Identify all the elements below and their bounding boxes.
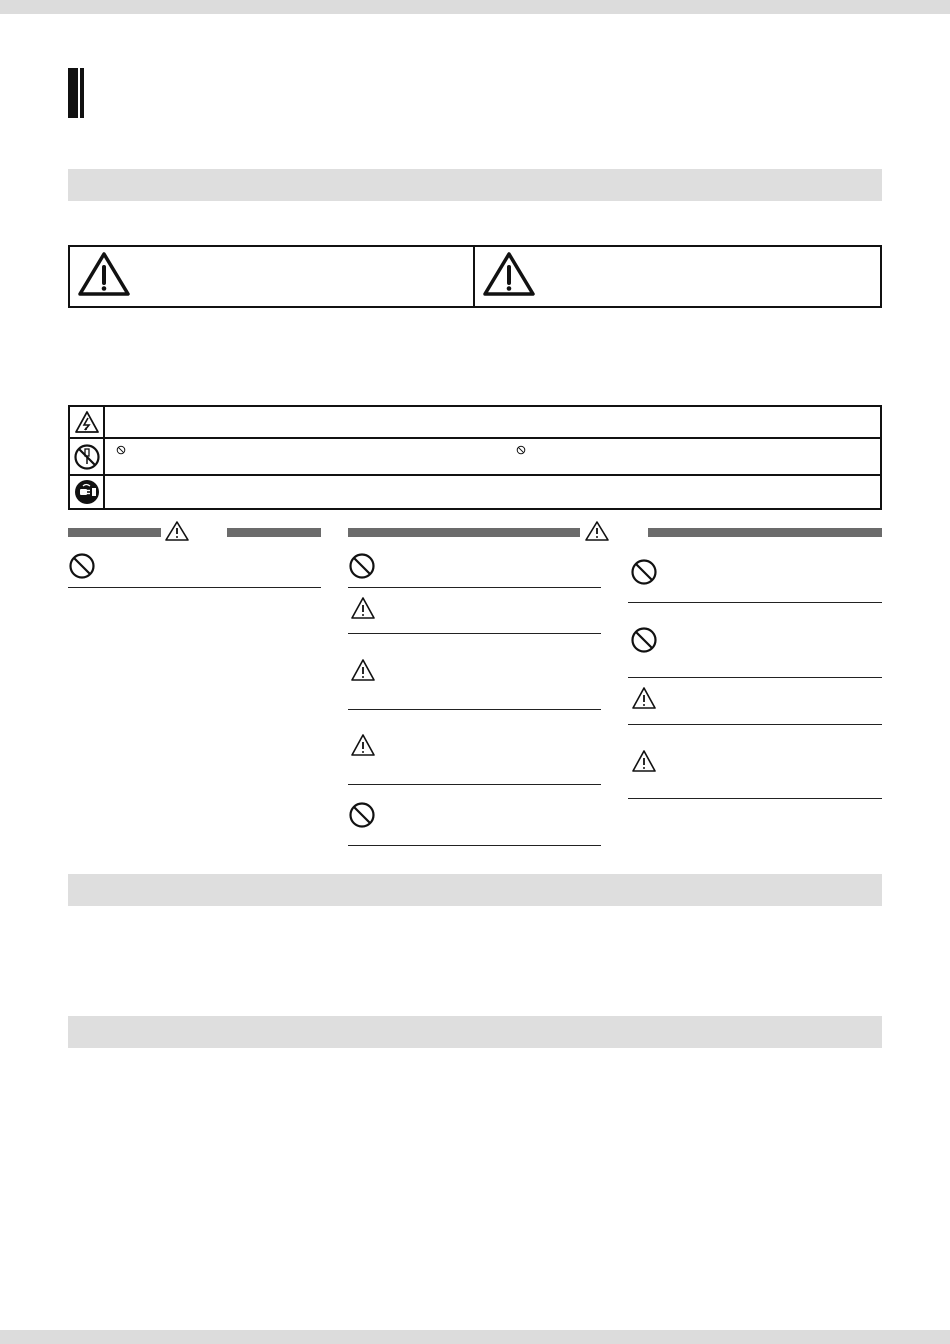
column-2-divider bbox=[348, 633, 601, 634]
prohibited-icon bbox=[630, 626, 658, 654]
caution-box bbox=[473, 245, 882, 308]
section-band-3 bbox=[68, 1016, 882, 1048]
symbol-cell bbox=[70, 439, 105, 474]
column-2-header bbox=[348, 528, 580, 537]
column-2-divider bbox=[348, 709, 601, 710]
column-1-header-left bbox=[68, 528, 161, 537]
warning-triangle-icon bbox=[481, 250, 537, 298]
prohibited-icon bbox=[348, 801, 376, 829]
column-2-divider bbox=[348, 587, 601, 588]
column-3-divider bbox=[628, 798, 882, 799]
column-3-divider bbox=[628, 677, 882, 678]
column-1-header-right bbox=[227, 528, 321, 537]
column-2-divider bbox=[348, 784, 601, 785]
warning-triangle-icon bbox=[164, 520, 190, 542]
title-marker bbox=[68, 68, 78, 118]
electric-shock-icon bbox=[74, 410, 100, 434]
page-top-bar bbox=[0, 0, 950, 14]
caution-triangle-icon bbox=[631, 749, 657, 773]
symbol-cell bbox=[70, 476, 105, 508]
caution-triangle-icon bbox=[350, 733, 376, 757]
section-band-1 bbox=[68, 169, 882, 201]
warning-triangle-icon bbox=[584, 520, 610, 542]
caution-triangle-icon bbox=[631, 686, 657, 710]
column-3-header bbox=[648, 528, 882, 537]
prohibited-icon bbox=[348, 552, 376, 580]
symbol-row-no-disassemble bbox=[68, 439, 882, 476]
warning-box bbox=[68, 245, 475, 308]
column-3-divider bbox=[628, 602, 882, 603]
symbol-row-unplug bbox=[68, 476, 882, 510]
column-3-divider bbox=[628, 724, 882, 725]
no-disassemble-icon bbox=[73, 443, 101, 471]
symbol-row-electric bbox=[68, 405, 882, 439]
prohibited-icon bbox=[630, 558, 658, 586]
section-band-2 bbox=[68, 874, 882, 906]
title-marker-thin bbox=[80, 68, 84, 118]
prohibited-icon bbox=[116, 445, 126, 455]
column-2-divider bbox=[348, 845, 601, 846]
warning-triangle-icon bbox=[76, 250, 132, 298]
prohibited-icon bbox=[516, 445, 526, 455]
page-bottom-bar bbox=[0, 1330, 950, 1344]
unplug-icon bbox=[73, 478, 101, 506]
column-1-divider bbox=[68, 587, 321, 588]
caution-triangle-icon bbox=[350, 596, 376, 620]
prohibited-icon bbox=[68, 552, 96, 580]
caution-triangle-icon bbox=[350, 658, 376, 682]
symbol-cell bbox=[70, 407, 105, 437]
